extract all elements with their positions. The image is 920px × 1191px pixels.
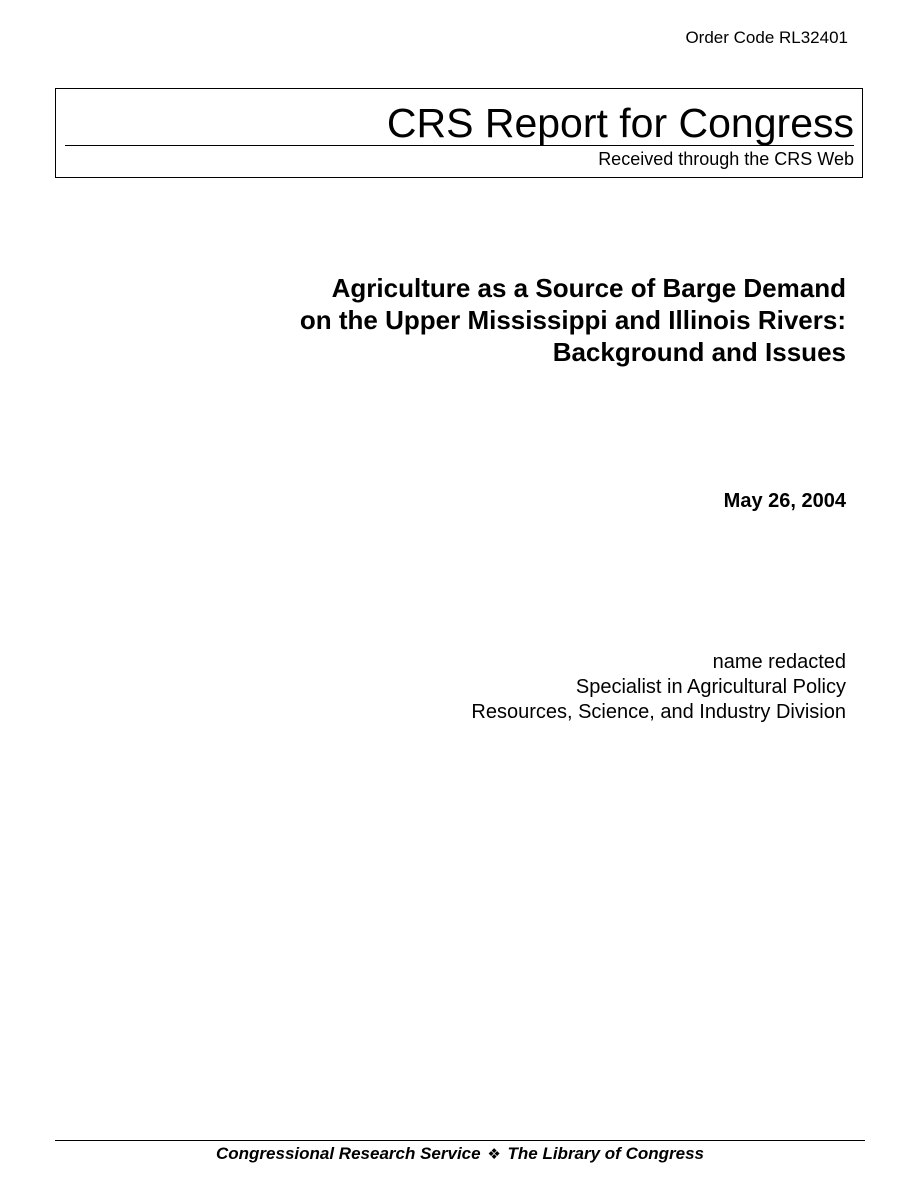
banner-title: CRS Report for Congress <box>386 100 854 146</box>
author-position: Specialist in Agricultural Policy <box>575 676 846 698</box>
report-title-line-1: Agriculture as a Source of Barge Demand <box>331 273 846 303</box>
banner-divider <box>65 145 854 146</box>
report-title <box>300 272 846 368</box>
report-title-line-2: on the Upper Mississippi and Illinois Rivers: <box>299 305 846 335</box>
banner-subtitle: Received through the CRS Web <box>598 149 854 169</box>
order-code: Order Code RL32401 <box>685 28 848 47</box>
diamond-separator-icon: ❖ <box>487 1145 501 1163</box>
report-date: May 26, 2004 <box>723 490 846 512</box>
author-name: name redacted <box>712 651 846 673</box>
footer-left-text: Congressional Research Service <box>216 1144 481 1163</box>
report-banner <box>55 88 863 178</box>
author-division: Resources, Science, and Industry Division <box>471 701 846 723</box>
footer <box>55 1143 865 1165</box>
footer-divider <box>55 1140 865 1141</box>
report-title-line-3: Background and Issues <box>552 337 846 367</box>
author-block <box>471 650 846 725</box>
footer-right-text: The Library of Congress <box>507 1144 704 1163</box>
